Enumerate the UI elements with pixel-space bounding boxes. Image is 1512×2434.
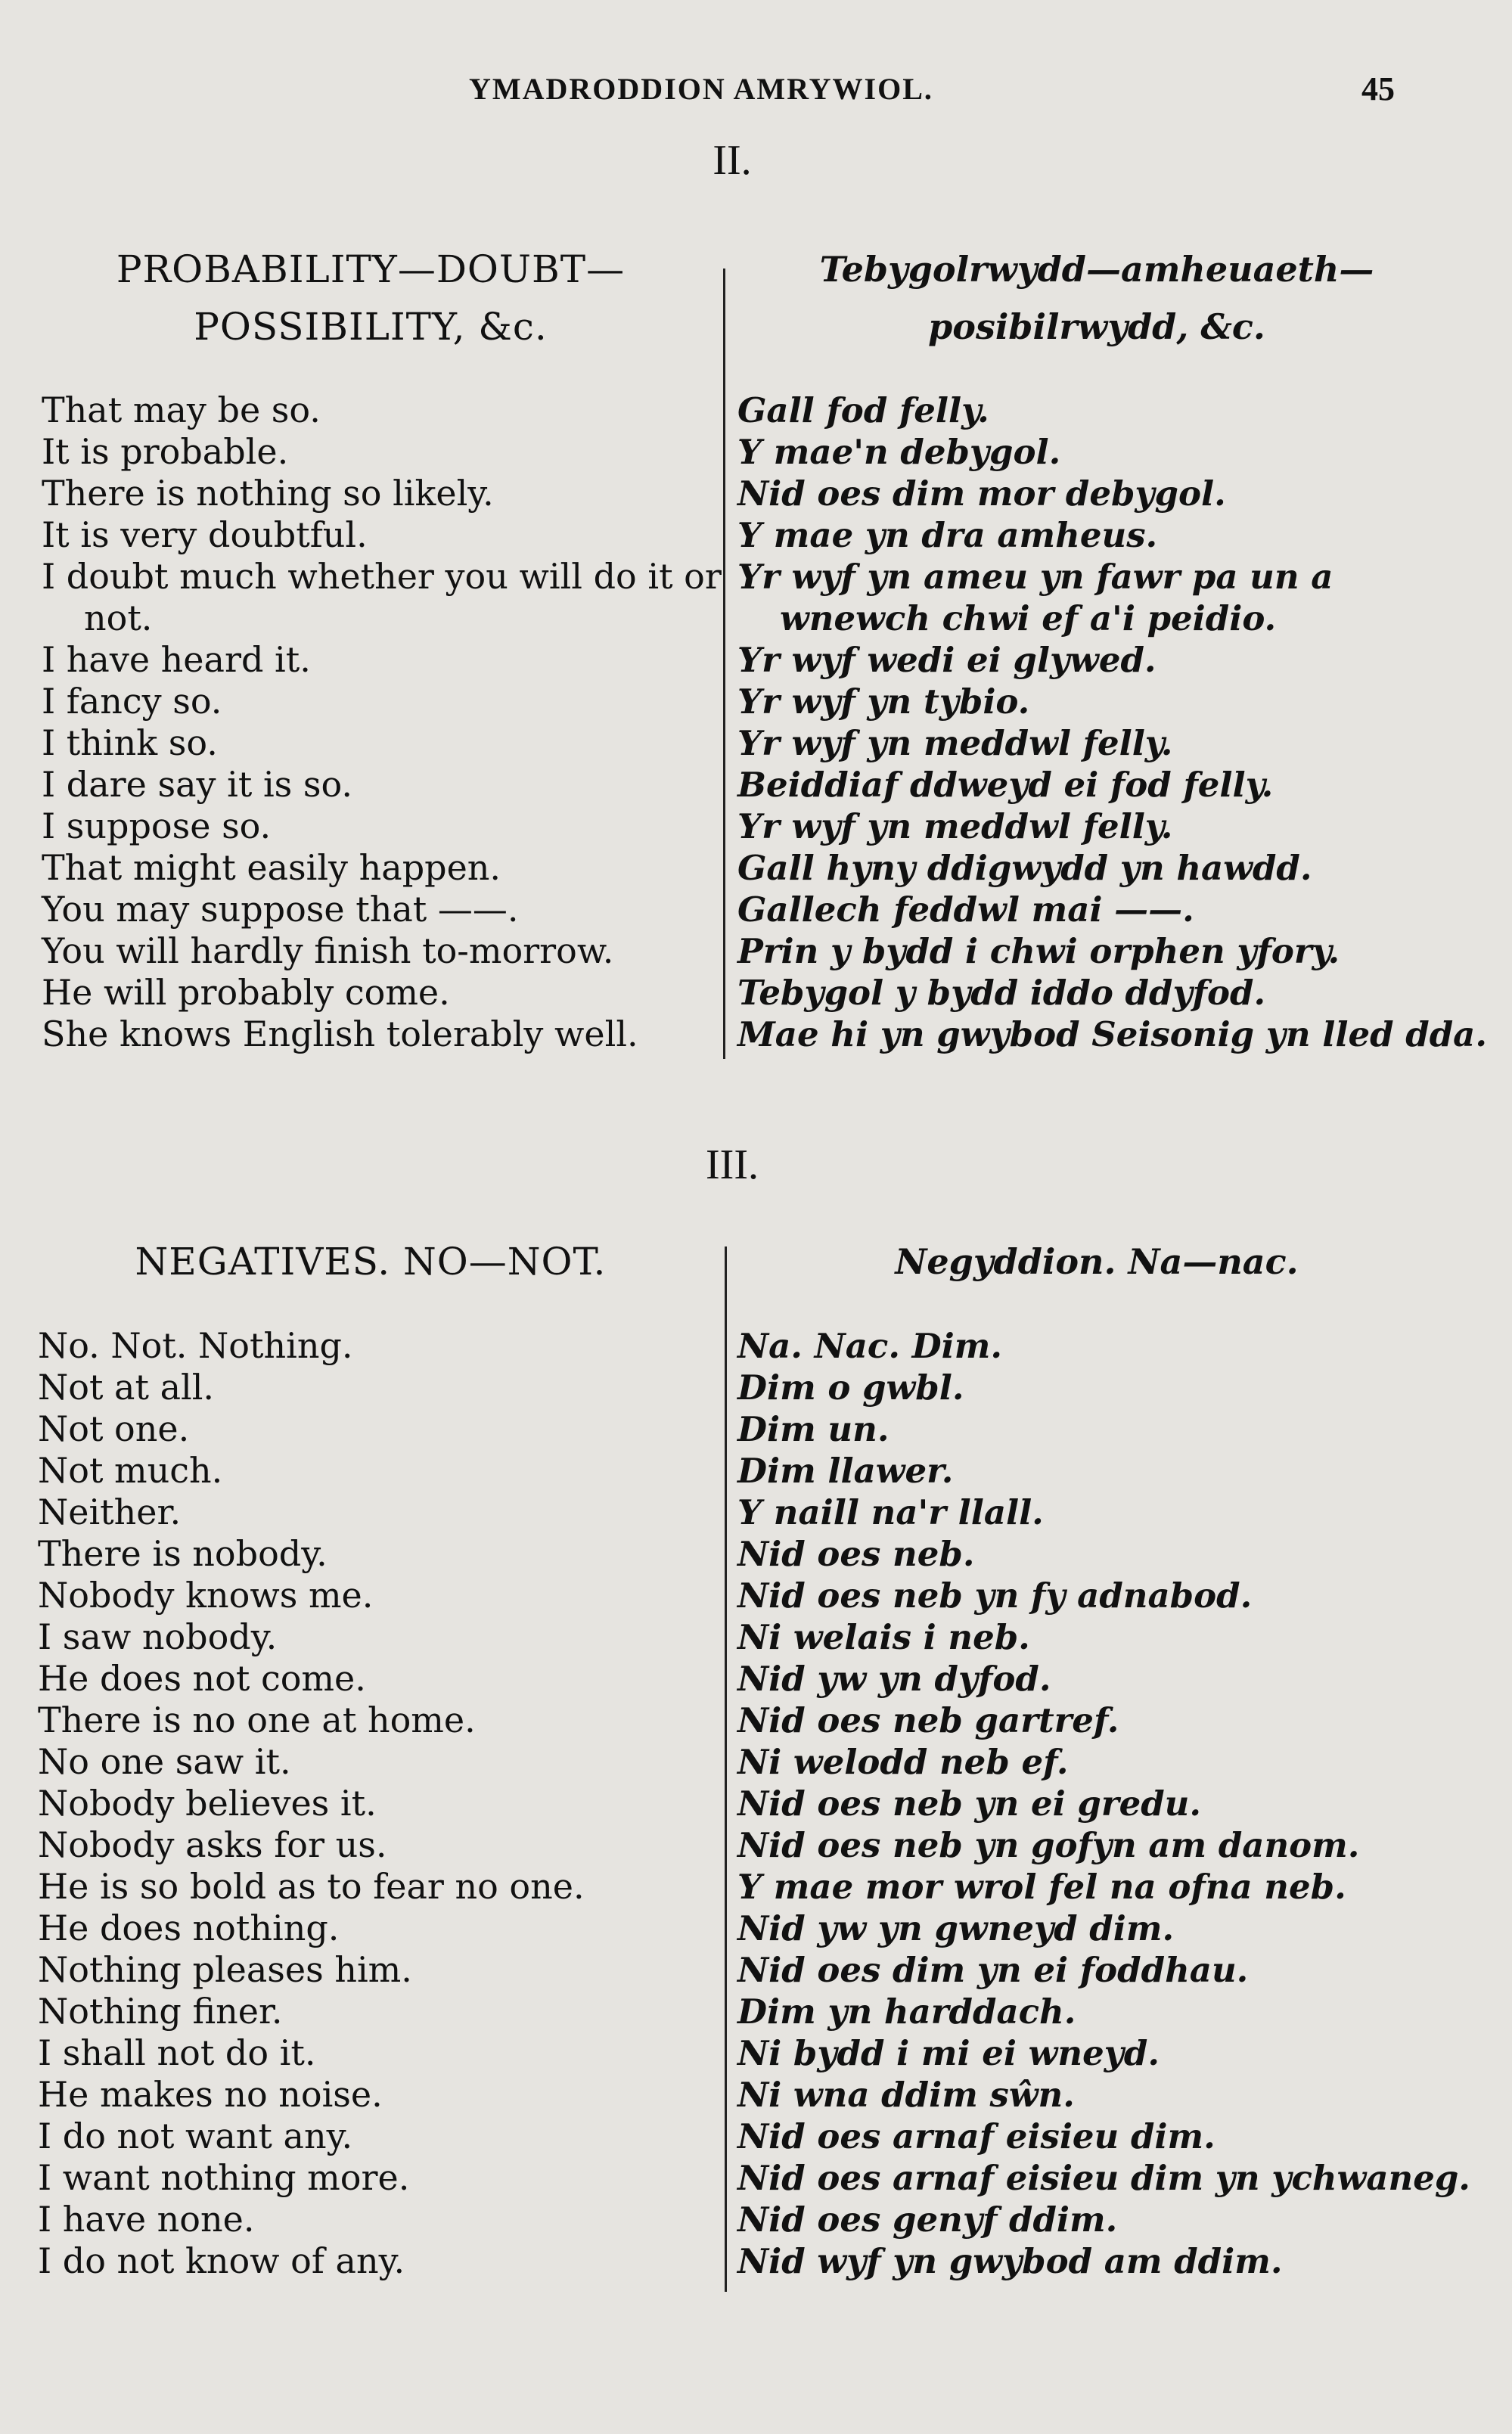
english-phrase: I fancy so. <box>42 681 222 722</box>
english-phrase: I dare say it is so. <box>42 764 353 805</box>
english-phrase: Not much. <box>38 1450 223 1491</box>
welsh-phrase: Y naill na'r llall. <box>737 1492 1044 1532</box>
english-phrase: He is so bold as to fear no one. <box>38 1866 585 1907</box>
welsh-phrase: Ni wna ddim sŵn. <box>737 2075 1075 2115</box>
welsh-phrase: Nid oes neb. <box>737 1534 975 1574</box>
section-iii-english-heading: NEGATIVES. NO—NOT. <box>135 1240 607 1284</box>
welsh-phrase: Ni welodd neb ef. <box>737 1742 1069 1782</box>
english-phrase: I have heard it. <box>42 639 311 680</box>
welsh-phrase: Nid oes arnaf eisieu dim. <box>737 2116 1215 2156</box>
english-phrase: You will hardly finish to-morrow. <box>42 930 614 971</box>
english-phrase: Not at all. <box>38 1367 215 1408</box>
english-phrase: That may be so. <box>42 390 321 430</box>
welsh-phrase: Nid oes neb gartref. <box>737 1700 1119 1740</box>
section-iii-welsh-list <box>737 1325 1470 2282</box>
welsh-phrase: Nid yw yn gwneyd dim. <box>737 1908 1175 1948</box>
section-ii-welsh-heading-line-1: Tebygolrwydd—amheuaeth— <box>819 249 1374 290</box>
welsh-phrase: Nid wyf yn gwybod am ddim. <box>737 2241 1283 2281</box>
english-phrase: I do not know of any. <box>38 2240 405 2281</box>
english-phrase: I do not want any. <box>38 2116 353 2156</box>
welsh-phrase: Nid oes neb yn gofyn am danom. <box>737 1825 1360 1865</box>
welsh-phrase: Yr wyf wedi ei glywed. <box>737 640 1157 680</box>
section-ii-english-heading-line-2: POSSIBILITY, &c. <box>194 305 548 349</box>
english-phrase: I think so. <box>42 722 218 763</box>
english-phrase: Nothing pleases him. <box>38 1949 412 1990</box>
column-divider <box>725 1246 727 2292</box>
section-ii-english-heading-line-1: PROBABILITY—DOUBT— <box>116 247 626 291</box>
section-number-ii: II. <box>713 137 752 184</box>
welsh-phrase: Yr wyf yn ameu yn fawr pa un a wnewch chwi ef a'i peidio. <box>737 557 1333 638</box>
english-phrase: There is nothing so likely. <box>42 473 494 514</box>
english-phrase: He makes no noise. <box>38 2074 383 2115</box>
section-ii-welsh-heading-line-2: posibilrwydd, &c. <box>928 306 1265 347</box>
page-number: 45 <box>1361 70 1395 107</box>
welsh-phrase: Y mae'n debygol. <box>737 432 1061 472</box>
welsh-phrase: Nid oes dim mor debygol. <box>737 473 1226 514</box>
welsh-phrase: Yr wyf yn meddwl felly. <box>737 806 1173 846</box>
english-phrase: He does nothing. <box>38 1908 340 1948</box>
section-iii-english-list <box>38 1325 585 2282</box>
english-phrase: It is very doubtful. <box>42 514 368 555</box>
english-phrase: There is nobody. <box>38 1533 328 1574</box>
welsh-phrase: Nid oes genyf ddim. <box>737 2200 1118 2240</box>
english-phrase: Neither. <box>38 1492 182 1532</box>
welsh-phrase: Nid yw yn dyfod. <box>737 1659 1051 1699</box>
welsh-phrase: Gall fod felly. <box>737 390 989 430</box>
welsh-phrase: Yr wyf yn meddwl felly. <box>737 723 1173 763</box>
english-phrase: I suppose so. <box>42 806 272 846</box>
english-phrase: It is probable. <box>42 431 289 472</box>
english-phrase: Nobody asks for us. <box>38 1824 387 1865</box>
section-ii-welsh-heading <box>726 241 1467 355</box>
english-phrase: He will probably come. <box>42 972 450 1013</box>
welsh-phrase: Ni bydd i mi ei wneyd. <box>737 2033 1160 2073</box>
welsh-phrase: Prin y bydd i chwi orphen yfory. <box>737 931 1340 971</box>
welsh-phrase: Yr wyf yn tybio. <box>737 681 1030 722</box>
english-phrase: I shall not do it. <box>38 2032 316 2073</box>
welsh-phrase: Y mae yn dra amheus. <box>737 515 1158 555</box>
welsh-phrase: Mae hi yn gwybod Seisonig yn lled dda. <box>737 1014 1487 1054</box>
welsh-phrase: Dim un. <box>737 1409 890 1449</box>
welsh-phrase: Beiddiaf ddweyd ei fod felly. <box>737 765 1274 805</box>
english-phrase: Nobody believes it. <box>38 1783 377 1824</box>
section-ii-english-heading <box>30 241 711 355</box>
welsh-phrase: Dim yn harddach. <box>737 1992 1076 2032</box>
english-phrase: Nobody knows me. <box>38 1575 374 1616</box>
english-phrase: Not one. <box>38 1408 190 1449</box>
english-phrase: She knows English tolerably well. <box>42 1014 638 1054</box>
welsh-phrase: Y mae mor wrol fel na ofna neb. <box>737 1867 1346 1907</box>
english-phrase: No. Not. Nothing. <box>38 1325 353 1366</box>
welsh-phrase: Gallech feddwl mai ——. <box>737 889 1194 930</box>
section-ii-english-list <box>42 390 765 1055</box>
english-phrase: I saw nobody. <box>38 1616 278 1657</box>
welsh-phrase: Nid oes neb yn ei gredu. <box>737 1784 1202 1824</box>
english-phrase: I doubt much whether you will do it or not. <box>42 556 722 638</box>
english-phrase: He does not come. <box>38 1658 366 1699</box>
english-phrase: No one saw it. <box>38 1741 291 1782</box>
welsh-phrase: Nid oes dim yn ei foddhau. <box>737 1950 1249 1990</box>
english-phrase: That might easily happen. <box>42 847 501 888</box>
welsh-phrase: Ni welais i neb. <box>737 1617 1030 1657</box>
welsh-phrase: Dim llawer. <box>737 1451 954 1491</box>
section-number-iii: III. <box>706 1141 759 1188</box>
section-iii-welsh-heading: Negyddion. Na—nac. <box>895 1241 1299 1282</box>
english-phrase: There is no one at home. <box>38 1700 476 1740</box>
english-phrase: Nothing finer. <box>38 1991 283 2032</box>
english-phrase: I have none. <box>38 2199 255 2240</box>
welsh-phrase: Dim o gwbl. <box>737 1368 964 1408</box>
welsh-phrase: Nid oes neb yn fy adnabod. <box>737 1576 1253 1616</box>
english-phrase: I want nothing more. <box>38 2157 410 2198</box>
section-ii-welsh-list <box>737 390 1487 1055</box>
english-phrase: You may suppose that ——. <box>42 889 519 930</box>
welsh-phrase: Tebygol y bydd iddo ddyfod. <box>737 973 1266 1013</box>
welsh-phrase: Nid oes arnaf eisieu dim yn ychwaneg. <box>737 2158 1470 2198</box>
welsh-phrase: Gall hyny ddigwydd yn hawdd. <box>737 848 1312 888</box>
running-head: YMADRODDION AMRYWIOL. <box>469 72 933 106</box>
welsh-phrase: Na. Nac. Dim. <box>737 1326 1003 1366</box>
